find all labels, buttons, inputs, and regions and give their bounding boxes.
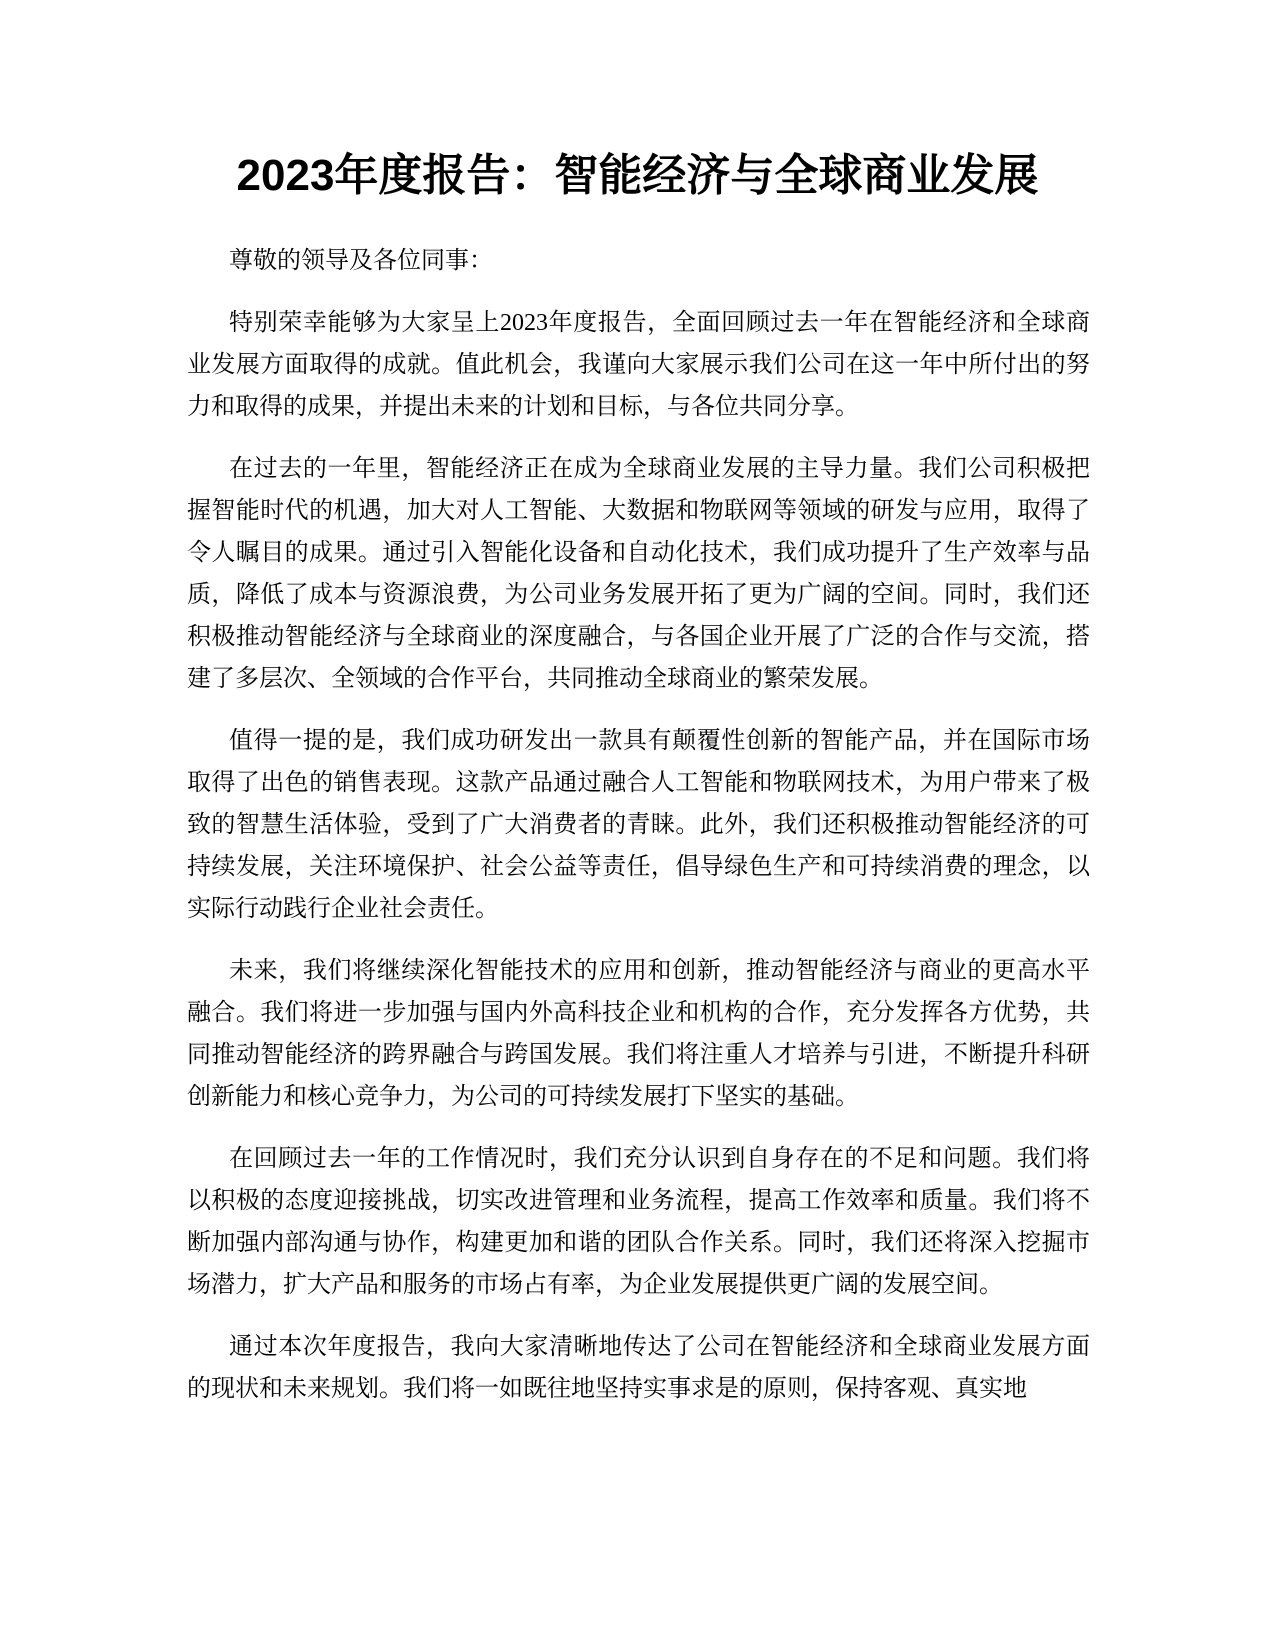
paragraph-1: 特别荣幸能够为大家呈上2023年度报告，全面回顾过去一年在智能经济和全球商业发展方面取得的成就。值此机会，我谨向大家展示我们公司在这一年中所付出的努力和取得的成果，并提出未来的计划和目标，与各位共同分享。 [187, 310, 1090, 420]
paragraph-5: 在回顾过去一年的工作情况时，我们充分认识到自身存在的不足和问题。我们将以积极的态度迎接挑战，切实改进管理和业务流程，提高工作效率和质量。我们将不断加强内部沟通与协作，构建更加和谐的团队合作关系。同时，我们还将深入挖掘市场潜力，扩大产品和服务的市场占有率，为企业发展提供更广阔的发展空间。 [187, 1146, 1090, 1298]
paragraph-3: 值得一提的是，我们成功研发出一款具有颠覆性创新的智能产品，并在国际市场取得了出色的销售表现。这款产品通过融合人工智能和物联网技术，为用户带来了极致的智慧生活体验，受到了广大消费者的青睐。此外，我们还积极推动智能经济的可持续发展，关注环境保护、社会公益等责任，倡导绿色生产和可持续消费的理念，以实际行动践行企业社会责任。 [187, 728, 1090, 922]
paragraph-6: 通过本次年度报告，我向大家清晰地传达了公司在智能经济和全球商业发展方面的现状和未来规划。我们将一如既往地坚持实事求是的原则，保持客观、真实地 [187, 1334, 1090, 1402]
document-title: 2023年度报告：智能经济与全球商业发展 [236, 151, 1039, 200]
document-body [187, 240, 1090, 1430]
greeting: 尊敬的领导及各位同事： [229, 248, 493, 274]
paragraph-2: 在过去的一年里，智能经济正在成为全球商业发展的主导力量。我们公司积极把握智能时代的机遇，加大对人工智能、大数据和物联网等领域的研发与应用，取得了令人瞩目的成果。通过引入智能化设备和自动化技术，我们成功提升了生产效率与品质，降低了成本与资源浪费，为公司业务发展开拓了更为广阔的空间。同时，我们还积极推动智能经济与全球商业的深度融合，与各国企业开展了广泛的合作与交流，搭建了多层次、全领域的合作平台，共同推动全球商业的繁荣发展。 [187, 456, 1090, 692]
paragraph-4: 未来，我们将继续深化智能技术的应用和创新，推动智能经济与商业的更高水平融合。我们将进一步加强与国内外高科技企业和机构的合作，充分发挥各方优势，共同推动智能经济的跨界融合与跨国发展。我们将注重人才培养与引进，不断提升科研创新能力和核心竞争力，为公司的可持续发展打下坚实的基础。 [187, 958, 1090, 1110]
